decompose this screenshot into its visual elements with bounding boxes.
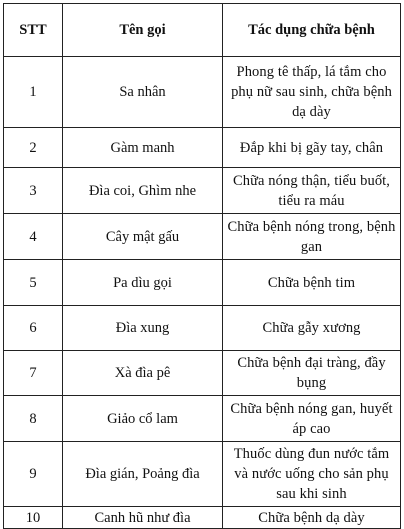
cell-name: Pa dìu gọi <box>63 260 223 306</box>
cell-stt: 7 <box>4 351 63 396</box>
cell-effect: Chữa bệnh tim <box>223 260 401 306</box>
cell-stt: 8 <box>4 396 63 442</box>
table-row <box>4 168 401 214</box>
medicinal-plants-table-container <box>3 3 400 529</box>
cell-stt: 10 <box>4 507 63 529</box>
header-effect: Tác dụng chữa bệnh <box>223 4 401 57</box>
table-header-row <box>4 4 401 57</box>
table-row <box>4 507 401 529</box>
medicinal-plants-table <box>3 3 401 529</box>
cell-name: Gàm manh <box>63 128 223 168</box>
cell-effect: Chữa bệnh nóng trong, bệnh gan <box>223 214 401 260</box>
cell-effect: Chữa gẫy xương <box>223 306 401 351</box>
table-row <box>4 351 401 396</box>
cell-stt: 6 <box>4 306 63 351</box>
cell-name: Cây mật gấu <box>63 214 223 260</box>
cell-name: Canh hũ như đìa <box>63 507 223 529</box>
cell-stt: 3 <box>4 168 63 214</box>
cell-name: Giảo cổ lam <box>63 396 223 442</box>
header-stt: STT <box>4 4 63 57</box>
cell-stt: 5 <box>4 260 63 306</box>
table-row <box>4 306 401 351</box>
cell-stt: 2 <box>4 128 63 168</box>
table-row <box>4 396 401 442</box>
table-row <box>4 442 401 507</box>
cell-name: Đìa gián, Poảng đìa <box>63 442 223 507</box>
cell-effect: Chữa bệnh đại tràng, đầy bụng <box>223 351 401 396</box>
cell-effect: Phong tê thấp, lá tắm cho phụ nữ sau sinh, chữa bệnh dạ dày <box>223 57 401 128</box>
cell-effect: Chữa bệnh dạ dày <box>223 507 401 529</box>
cell-stt: 9 <box>4 442 63 507</box>
cell-name: Đìa coi, Ghìm nhe <box>63 168 223 214</box>
cell-effect: Đắp khi bị gãy tay, chân <box>223 128 401 168</box>
cell-effect: Chữa nóng thận, tiểu buốt, tiểu ra máu <box>223 168 401 214</box>
cell-name: Xà đìa pê <box>63 351 223 396</box>
cell-name: Đìa xung <box>63 306 223 351</box>
cell-stt: 4 <box>4 214 63 260</box>
table-row <box>4 260 401 306</box>
table-row <box>4 57 401 128</box>
table-row <box>4 128 401 168</box>
cell-effect: Thuốc dùng đun nước tắm và nước uống cho sản phụ sau khi sinh <box>223 442 401 507</box>
table-row <box>4 214 401 260</box>
cell-stt: 1 <box>4 57 63 128</box>
cell-effect: Chữa bệnh nóng gan, huyết áp cao <box>223 396 401 442</box>
cell-name: Sa nhân <box>63 57 223 128</box>
header-name: Tên gọi <box>63 4 223 57</box>
